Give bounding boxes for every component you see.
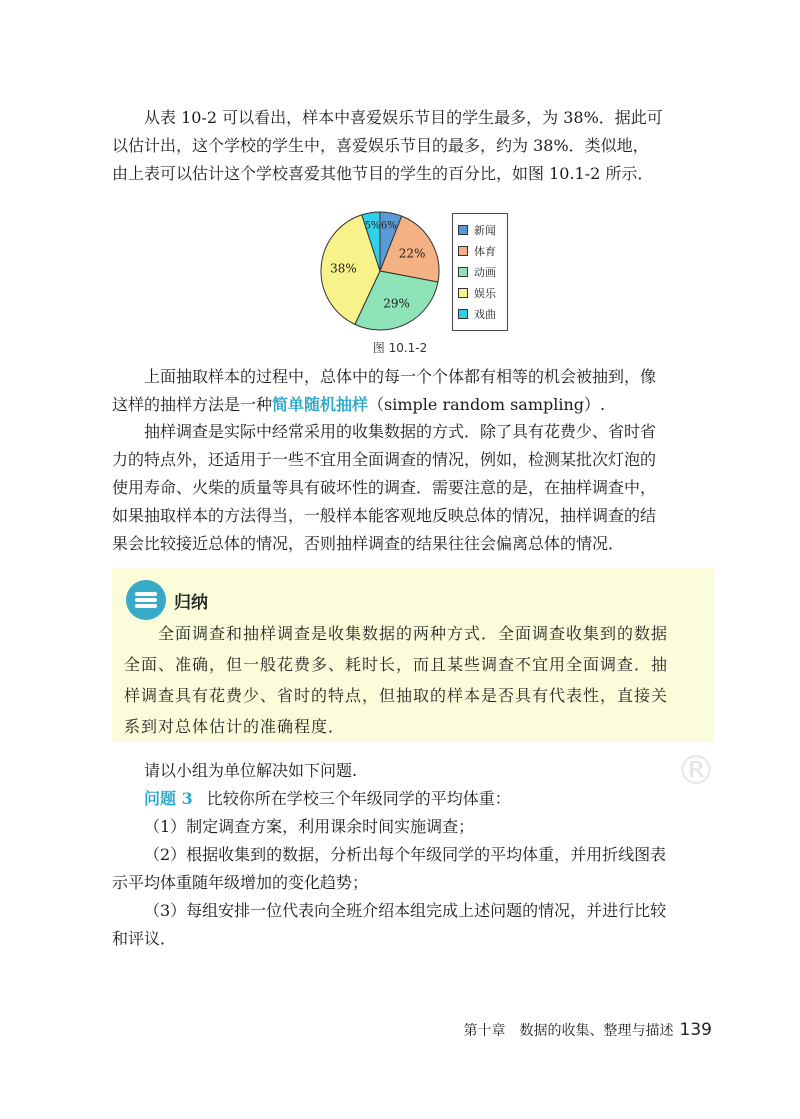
intro-paragraph (112, 104, 712, 188)
problem-step-2-line-2: 示平均体重随年级增加的变化趋势； (112, 873, 369, 892)
definition-line-2 (112, 391, 712, 419)
chart-legend (452, 213, 508, 331)
legend-item-4 (458, 282, 507, 303)
registered-mark: ® (676, 748, 716, 794)
definition-prefix: 这样的抽样方法是一种 (112, 395, 273, 414)
summary-line-3: 样调查具有花费少、省时的特点，但抽取的样本是否具有代表性，直接关 (124, 686, 669, 705)
figure-caption: 图 10.1-2 (372, 341, 428, 355)
pie-label-2: 22% (398, 246, 426, 261)
legend-label-3: 动画 (474, 265, 496, 279)
sampling-line-2: 力的特点外，还适用于一些不宜用全面调查的情况，例如，检测某批次灯泡的 (112, 450, 657, 469)
legend-swatch-4 (458, 288, 468, 298)
legend-swatch-1 (458, 225, 468, 235)
page-footer (464, 1020, 712, 1040)
page-number: 139 (679, 1020, 712, 1040)
pie-label-5: 5% (364, 220, 381, 232)
problem-step-3-line-1: （3）每组安排一位代表向全班介绍本组完成上述问题的情况，并进行比较 (144, 901, 667, 920)
legend-label-1: 新闻 (474, 223, 496, 237)
summary-body (124, 618, 704, 742)
intro-line-1: 从表 10-2 可以看出，样本中喜爱娱乐节目的学生最多，为 38%．据此可 (144, 108, 663, 127)
definition-paragraph (112, 363, 712, 419)
legend-item-5 (458, 303, 507, 324)
summary-line-1: 全面调查和抽样调查是收集数据的两种方式．全面调查收集到的数据 (158, 624, 669, 643)
sampling-paragraph (112, 418, 712, 558)
summary-box (112, 568, 714, 741)
intro-line-3: 由上表可以估计这个学校喜爱其他节目的学生的百分比，如图 10.1-2 所示． (112, 164, 654, 183)
task-paragraph (112, 757, 712, 953)
legend-label-4: 娱乐 (474, 286, 496, 300)
books-icon (126, 580, 166, 620)
sampling-line-5: 果会比较接近总体的情况，否则抽样调查的结果往往会偏离总体的情况． (112, 534, 625, 553)
legend-swatch-5 (458, 309, 468, 319)
key-term: 简单随机抽样 (272, 395, 369, 414)
problem-3-line (112, 785, 712, 813)
pie-chart-figure (318, 205, 508, 335)
legend-label-2: 体育 (474, 244, 496, 258)
legend-swatch-3 (458, 267, 468, 277)
summary-line-4: 系到对总体估计的准确程度． (124, 717, 346, 736)
task-intro: 请以小组为单位解决如下问题. (144, 761, 358, 780)
summary-line-2: 全面、准确，但一般花费多、耗时长，而且某些调查不宜用全面调查．抽 (124, 655, 669, 674)
problem-step-3-line-2: 和评议． (112, 929, 177, 948)
sampling-line-1: 抽样调查是实际中经常采用的收集数据的方式．除了具有花费少、省时省 (144, 422, 657, 441)
pie-label-1: 6% (380, 220, 397, 232)
definition-line-1: 上面抽取样本的过程中，总体中的每一个个体都有相等的机会被抽到，像 (144, 367, 657, 386)
summary-header (126, 580, 208, 620)
legend-item-1 (458, 219, 507, 240)
intro-line-2: 以估计出，这个学校的学生中，喜爱娱乐节目的最多，约为 38%．类似地， (112, 136, 649, 155)
pie-chart (318, 205, 452, 335)
legend-item-3 (458, 261, 507, 282)
pie-label-4: 38% (330, 261, 357, 276)
pie-label-3: 29% (383, 296, 410, 311)
sampling-line-4: 如果抽取样本的方法得当，一般样本能客观地反映总体的情况，抽样调查的结 (112, 506, 657, 525)
summary-title: 归纳 (174, 592, 208, 613)
chapter-title: 第十章 数据的收集、整理与描述 (463, 1023, 674, 1039)
problem-label: 问题 3 (144, 789, 193, 808)
problem-step-1: （1）制定调查方案，利用课余时间实施调查； (144, 817, 475, 836)
definition-suffix: （simple random sampling）. (368, 395, 606, 414)
problem-step-2-line-1: （2）根据收集到的数据，分析出每个年级同学的平均体重，并用折线图表 (144, 845, 667, 864)
problem-text: 比较你所在学校三个年级同学的平均体重： (206, 789, 511, 808)
sampling-line-3: 使用寿命、火柴的质量等具有破坏性的调查．需要注意的是，在抽样调查中， (112, 478, 657, 497)
legend-label-5: 戏曲 (474, 307, 496, 321)
legend-item-2 (458, 240, 507, 261)
legend-swatch-2 (458, 246, 468, 256)
